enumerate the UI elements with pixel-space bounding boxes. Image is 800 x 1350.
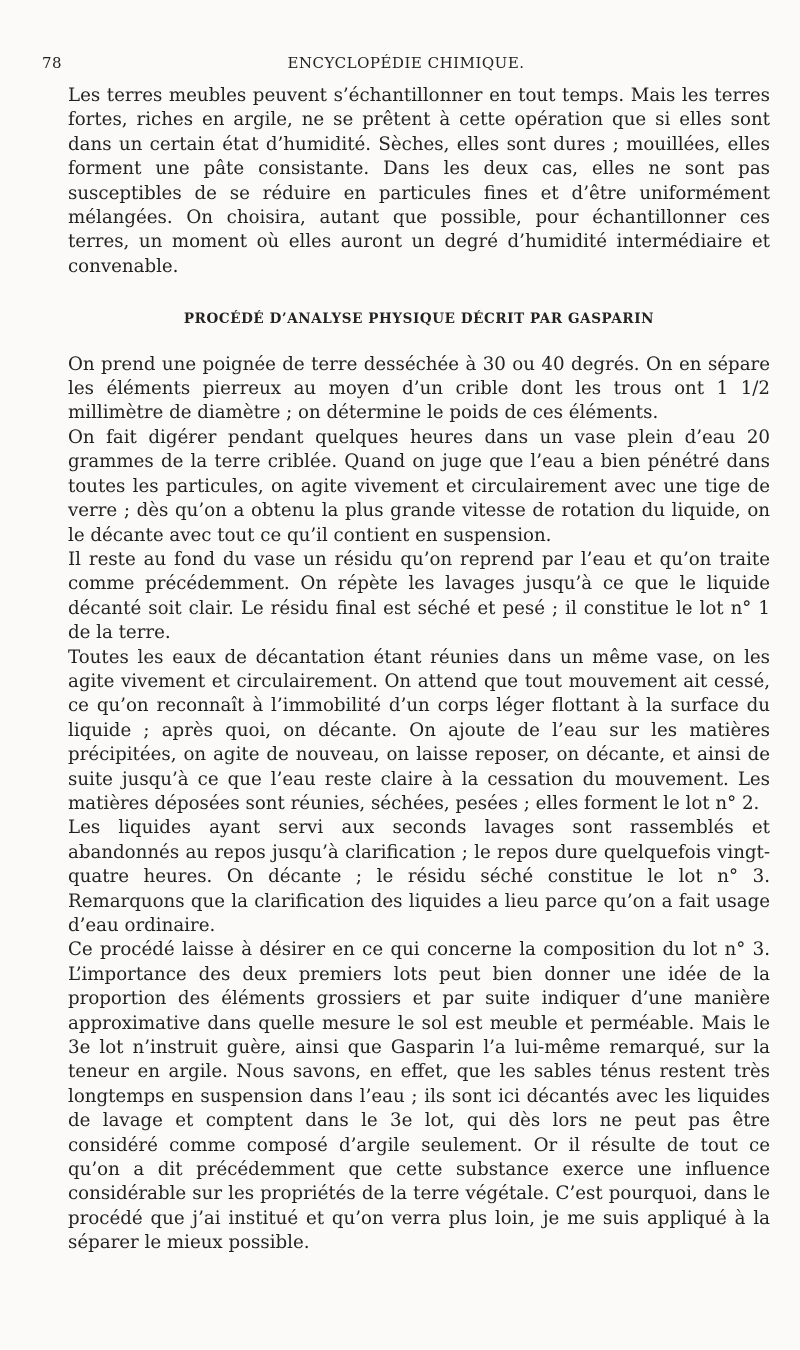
intro-paragraph: Les terres meubles peuvent s’échantillonner en tout temps. Mais les terres fortes, riches en argile, ne se prêtent à cette opération que si elles sont dans un certain état d’humidité. Sèches, elles sont dures ; mouillées, elles forment une pâte consistante. Dans les deux cas, elles ne sont pas susceptibles de se réduire en particules fines et d’être uniformément mélangées. On choisira, autant que possible, pour échantillonner ces terres, un moment où elles auront un degré d’humidité intermédiaire et convenable. [68,85,770,277]
paragraph-3: Il reste au fond du vase un résidu qu’on reprend par l’eau et qu’on traite comme précédemment. On répète les lavages jusqu’à ce que le liquide décanté soit clair. Le résidu final est séché et pesé ; il constitue le lot n° 1 de la terre. [68,548,770,644]
page-number: 78 [42,54,63,72]
body-text [68,84,770,1256]
running-header [42,54,770,76]
running-title: ENCYCLOPÉDIE CHIMIQUE. [287,54,525,72]
section-title: PROCÉDÉ D’ANALYSE PHYSIQUE DÉCRIT PAR GASPARIN [183,311,655,328]
paragraph-4: Toutes les eaux de décantation étant réunies dans un même vase, on les agite vivement et circulairement. On attend que tout mouvement ait cessé, ce qu’on reconnaît à l’immobilité d’un corps léger flottant à la surface du liquide ; après quoi, on décante. On ajoute de l’eau sur les matières précipitées, on agite de nouveau, on laisse reposer, on décante, et ainsi de suite jusqu’à ce que l’eau reste claire à la cessation du mouvement. Les matières déposées sont réunies, séchées, pesées ; elles forment le lot n° 2. [68,646,770,814]
paragraph-2: On fait digérer pendant quelques heures dans un vase plein d’eau 20 grammes de la terre criblée. Quand on juge que l’eau a bien pénétré dans toutes les particules, on agite vivement et circulairement avec une tige de verre ; dès qu’on a obtenu la plus grande vitesse de rotation du liquide, on le décante avec tout ce qu’il contient en suspension. [68,426,770,546]
paragraph-1: On prend une poignée de terre desséchée à 30 ou 40 degrés. On en sépare les éléments pierreux au moyen d’un crible dont les trous ont 1 1/2 millimètre de diamètre ; on détermine le poids de ces éléments. [68,353,770,424]
paragraph-5: Les liquides ayant servi aux seconds lavages sont rassemblés et abandonnés au repos jusqu’à clarification ; le repos dure quelquefois vingt-quatre heures. On décante ; le résidu séché constitue le lot n° 3. Remarquons que la clarification des liquides a lieu parce qu’on a fait usage d’eau ordinaire. [68,817,770,936]
paragraph-6: Ce procédé laisse à désirer en ce qui concerne la composition du lot n° 3. L’importance des deux premiers lots peut bien donner une idée de la proportion des éléments grossiers et par suite indiquer d’une manière approximative dans quelle mesure le sol est meuble et perméable. Mais le 3e lot n’instruit guère, ainsi que Gasparin l’a lui-même remarqué, sur la teneur en argile. Nous savons, en effet, que les sables ténus restent très longtemps en suspension dans l’eau ; ils sont ici décantés avec les liquides de lavage et comptent dans le 3e lot, qui dès lors ne peut pas être considéré comme composé d’argile seulement. Or il résulte de tout ce qu’on a dit précédemment que cette substance exerce une influence considérable sur les propriétés de la terre végétale. C’est pourquoi, dans le procédé que j’ai institué et qu’on verra plus loin, je me suis appliqué à la séparer le mieux possible. [68,939,770,1254]
